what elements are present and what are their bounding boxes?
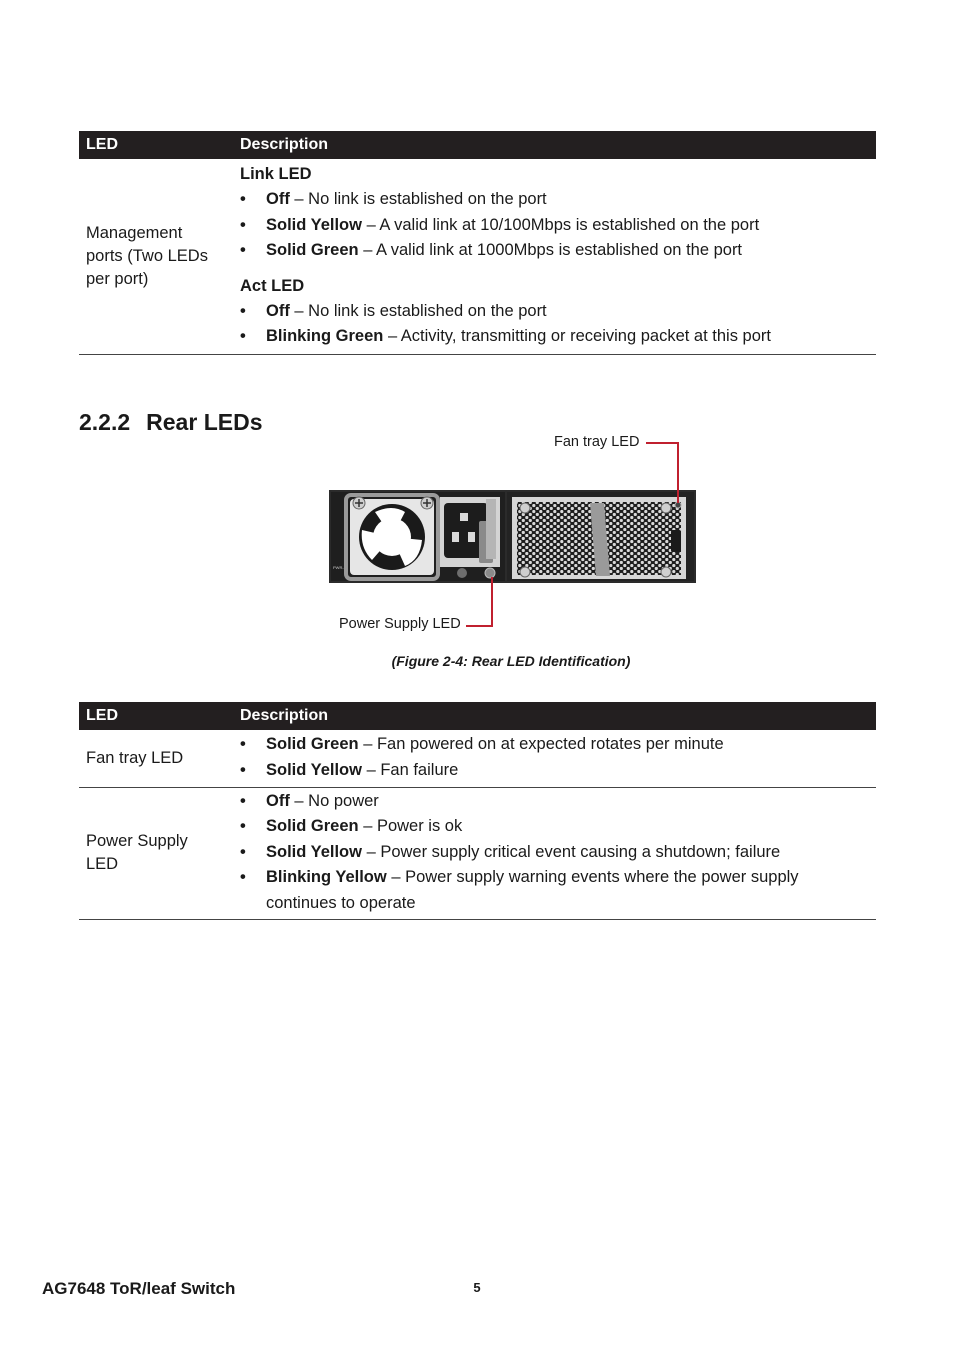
- row-label-cell: [79, 787, 233, 919]
- fan-tray-led-callout: Fan tray LED: [554, 434, 640, 450]
- group-title-link-led: Link LED: [240, 165, 312, 183]
- group-title-act-led: Act LED: [240, 276, 305, 295]
- footer-document-title: AG7648 ToR/leaf Switch: [42, 1279, 236, 1298]
- power-supply-led-icon: [485, 568, 495, 578]
- list-item: • Off – No power: [240, 789, 869, 815]
- description-cell: [233, 730, 876, 787]
- section-title: Rear LEDs: [146, 409, 263, 435]
- list-item: • Blinking Green – Activity, transmitting or receiving packet at this port: [240, 324, 869, 350]
- list-item: • Solid Yellow – Power supply critical event causing a shutdown; failure: [240, 840, 869, 866]
- description-cell: [233, 787, 876, 919]
- list-item: • Solid Yellow – Fan failure: [240, 758, 869, 784]
- column-header-description: Description: [233, 131, 876, 159]
- power-supply-led-callout: Power Supply LED: [339, 616, 461, 632]
- list-item: • Solid Green – Power is ok: [240, 814, 869, 840]
- psu-screw: [457, 568, 467, 578]
- row-label: Power Supply LED: [86, 832, 188, 873]
- row-label: Fan tray LED: [86, 748, 184, 767]
- list-item: • Off – No link is established on the port: [240, 187, 869, 213]
- psu-tag: PWR-: [333, 565, 344, 570]
- row-label: Management ports (Two LEDs per port): [86, 223, 208, 288]
- row-label-cell: [79, 730, 233, 787]
- figure-caption: (Figure 2-4: Rear LED Identification): [391, 653, 631, 669]
- column-header-description: Description: [233, 702, 876, 730]
- page-number: 5: [473, 1280, 481, 1295]
- list-item: • Blinking Yellow – Power supply warning events where the power supply continues to operate: [240, 865, 869, 916]
- bullet-list: [240, 789, 869, 917]
- list-item: • Solid Green – Fan powered on at expected rotates per minute: [240, 732, 869, 758]
- power-supply-callout-line: [466, 577, 492, 626]
- list-item: • Solid Green – A valid link at 1000Mbps is established on the port: [240, 238, 869, 264]
- list-item: • Off – No link is established on the port: [240, 299, 869, 325]
- column-header-led: LED: [79, 702, 233, 730]
- list-item: • Solid Yellow – A valid link at 10/100Mbps is established on the port: [240, 213, 869, 239]
- rear-led-table: [79, 702, 876, 920]
- bullet-list: [240, 732, 869, 783]
- column-header-led: LED: [79, 131, 233, 159]
- section-number: 2.2.2: [79, 409, 131, 435]
- table-row: [79, 787, 876, 919]
- table-row: [79, 730, 876, 787]
